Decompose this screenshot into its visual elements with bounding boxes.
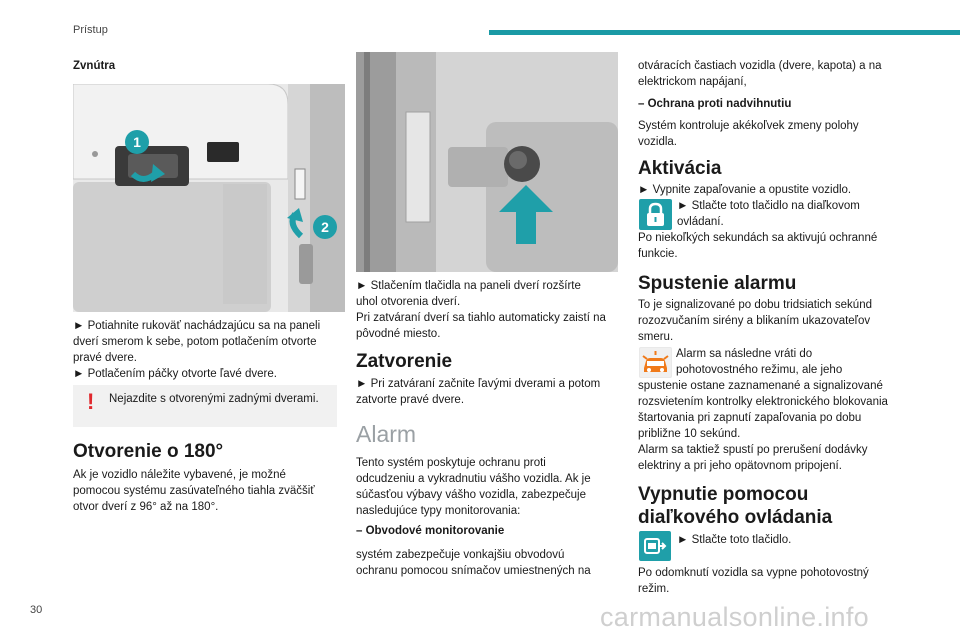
trigger-icon-line-2: pohotovostného režimu, ale jeho — [676, 364, 843, 376]
heading-deactivation-2: diaľkového ovládania — [638, 507, 833, 528]
trigger-icon-line-1: Alarm sa následne vráti do — [676, 348, 813, 360]
close-text: ► Pri zatváraní začnite ľavými dverami a potom zatvorte pravé dvere. — [356, 378, 601, 406]
heading-inside: Zvnútra — [73, 60, 116, 72]
callout-1: 1 — [125, 130, 149, 154]
warning-box — [73, 385, 337, 427]
activation-line-1: ► Vypnite zapaľovanie a opustite vozidlo. — [638, 184, 852, 196]
header-accent-bar — [489, 30, 960, 35]
heading-trigger: Spustenie alarmu — [638, 273, 797, 294]
activation-line-5: funkcie. — [638, 248, 678, 260]
alarm-text: Tento systém poskytuje ochranu proti odcudzeniu a vykradnutiu vášho vozidla. Ak je súčasťou výbavy vášho vozidla, zabezpečuje nasledujúce typy monitorovania: — [356, 457, 591, 517]
activation-line-2: ► Stlačte toto tlačidlo na diaľkovom — [677, 200, 860, 212]
warning-icon: ! — [87, 389, 95, 414]
activation-line-4: Po niekoľkých sekundách sa aktivujú ochranné — [638, 232, 878, 244]
heading-activation: Aktivácia — [638, 158, 722, 179]
tilt-text: Systém kontroluje akékoľvek zmeny polohy vozidla. — [638, 120, 859, 148]
section-title: Prístup — [73, 24, 108, 36]
car-alarm-warning-icon — [639, 347, 672, 378]
callout-2: 2 — [313, 215, 337, 239]
cont-text: otváracích častiach vozidla (dvere, kapota) a na elektrickom napájaní, — [638, 60, 882, 88]
perimeter-label: – Obvodové monitorovanie — [356, 525, 505, 537]
warning-text: Nejazdite s otvorenými zadnými dverami. — [109, 393, 319, 405]
trigger-text: To je signalizované po dobu tridsiatich sekúnd rozozvučaním sirény a blikaním ukazovateľov smeru. — [638, 299, 872, 343]
perimeter-text: systém zabezpečuje vonkajšiu obvodovú ochranu pomocou snímačov umiestnených na — [356, 549, 591, 577]
unlock-button-icon — [639, 531, 671, 561]
heading-close: Zatvorenie — [356, 351, 453, 372]
instructions-button: ► Stlačením tlačidla na paneli dverí rozšírte uhol otvorenia dverí. Pri zatváraní dverí sa tiahlo automaticky zaistí na pôvodné miesto. — [356, 280, 606, 340]
heading-deactivation-1: Vypnutie pomocou — [638, 484, 809, 505]
activation-line-3: ovládaní. — [677, 216, 724, 228]
open-180-text: Ak je vozidlo náležite vybavené, je možné pomocou systému zasúvateľného tiahla zväčšiť otvor dverí z 96° až na 180°. — [73, 469, 315, 513]
watermark: carmanualsonline.info — [600, 602, 869, 632]
heading-open-180: Otvorenie o 180° — [73, 441, 224, 462]
lock-button-icon — [639, 199, 672, 230]
instructions-inside: ► Potiahnite rukoväť nachádzajúcu sa na paneli dverí smerom k sebe, potom potlačením otvorte pravé dvere. ► Potlačením páčky otvorte ľavé dvere. — [73, 320, 321, 380]
tilt-label: – Ochrana proti nadvihnutiu — [638, 98, 792, 110]
illustration-door-button — [356, 52, 618, 272]
deactivation-text: Po odomknutí vozidla sa vypne pohotovostný režim. — [638, 567, 869, 595]
trigger-text-2: spustenie ostane zaznamenané a signalizované rozsvietením kontrolky elektronického blokovania štartovania pri zapnutí zapaľovania po dobu približne 10 sekúnd. Alarm sa taktiež spustí po prerušení dodávky elektriny a pri jeho opätovnom pripojení. — [638, 380, 888, 472]
deactivation-line: ► Stlačte toto tlačidlo. — [677, 534, 792, 546]
page-number: 30 — [30, 604, 43, 616]
heading-alarm: Alarm — [356, 421, 417, 447]
illustration-door-inside — [73, 84, 345, 312]
